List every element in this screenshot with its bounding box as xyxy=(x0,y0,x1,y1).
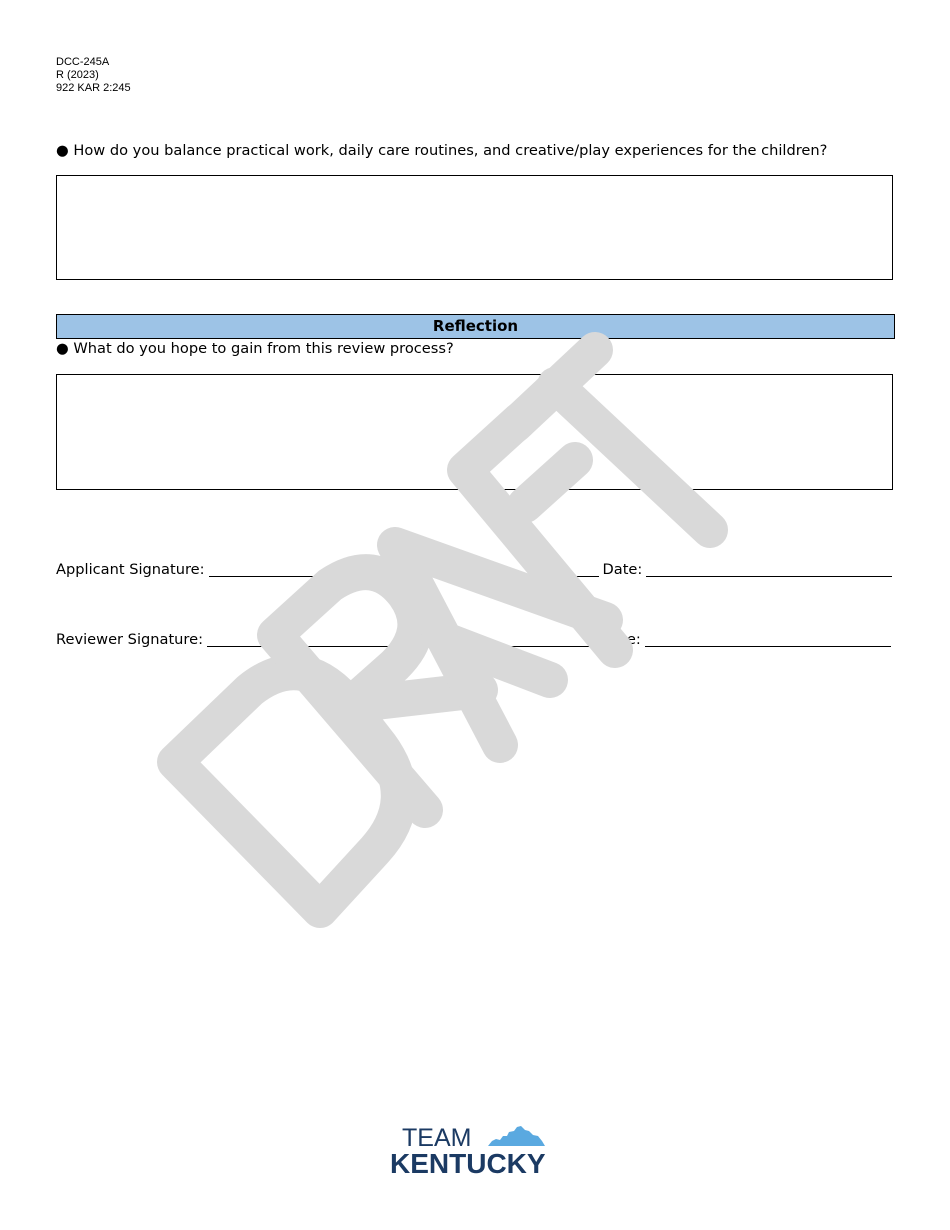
form-identifier xyxy=(56,56,131,95)
team-kentucky-logo xyxy=(388,1122,563,1178)
logo-team-text: TEAM xyxy=(402,1124,472,1152)
logo-kentucky-text: KENTUCKY xyxy=(390,1148,546,1178)
applicant-signature-row xyxy=(56,561,896,579)
applicant-date-field[interactable] xyxy=(646,562,892,577)
kentucky-state-shape-icon xyxy=(488,1126,545,1146)
applicant-signature-field[interactable] xyxy=(209,562,599,577)
answer-box-balance[interactable] xyxy=(56,175,893,280)
question-balance: ● How do you balance practical work, daily care routines, and creative/play experiences for the children? xyxy=(56,142,828,159)
applicant-signature-label: Applicant Signature: xyxy=(56,561,205,578)
reviewer-signature-row xyxy=(56,631,895,649)
answer-box-hope[interactable] xyxy=(56,374,893,490)
reviewer-signature-label: Reviewer Signature: xyxy=(56,631,204,648)
form-regulation: 922 KAR 2:245 xyxy=(56,82,131,94)
reviewer-signature-field[interactable] xyxy=(207,632,597,647)
question-hope: ● What do you hope to gain from this review process? xyxy=(56,340,454,357)
form-code: DCC-245A xyxy=(56,56,110,68)
reviewer-date-field[interactable] xyxy=(645,632,891,647)
applicant-date-label: Date: xyxy=(602,561,643,578)
reviewer-date-label: Date: xyxy=(601,631,641,648)
form-revision: R (2023) xyxy=(56,69,99,81)
section-header-reflection: Reflection xyxy=(56,314,895,339)
